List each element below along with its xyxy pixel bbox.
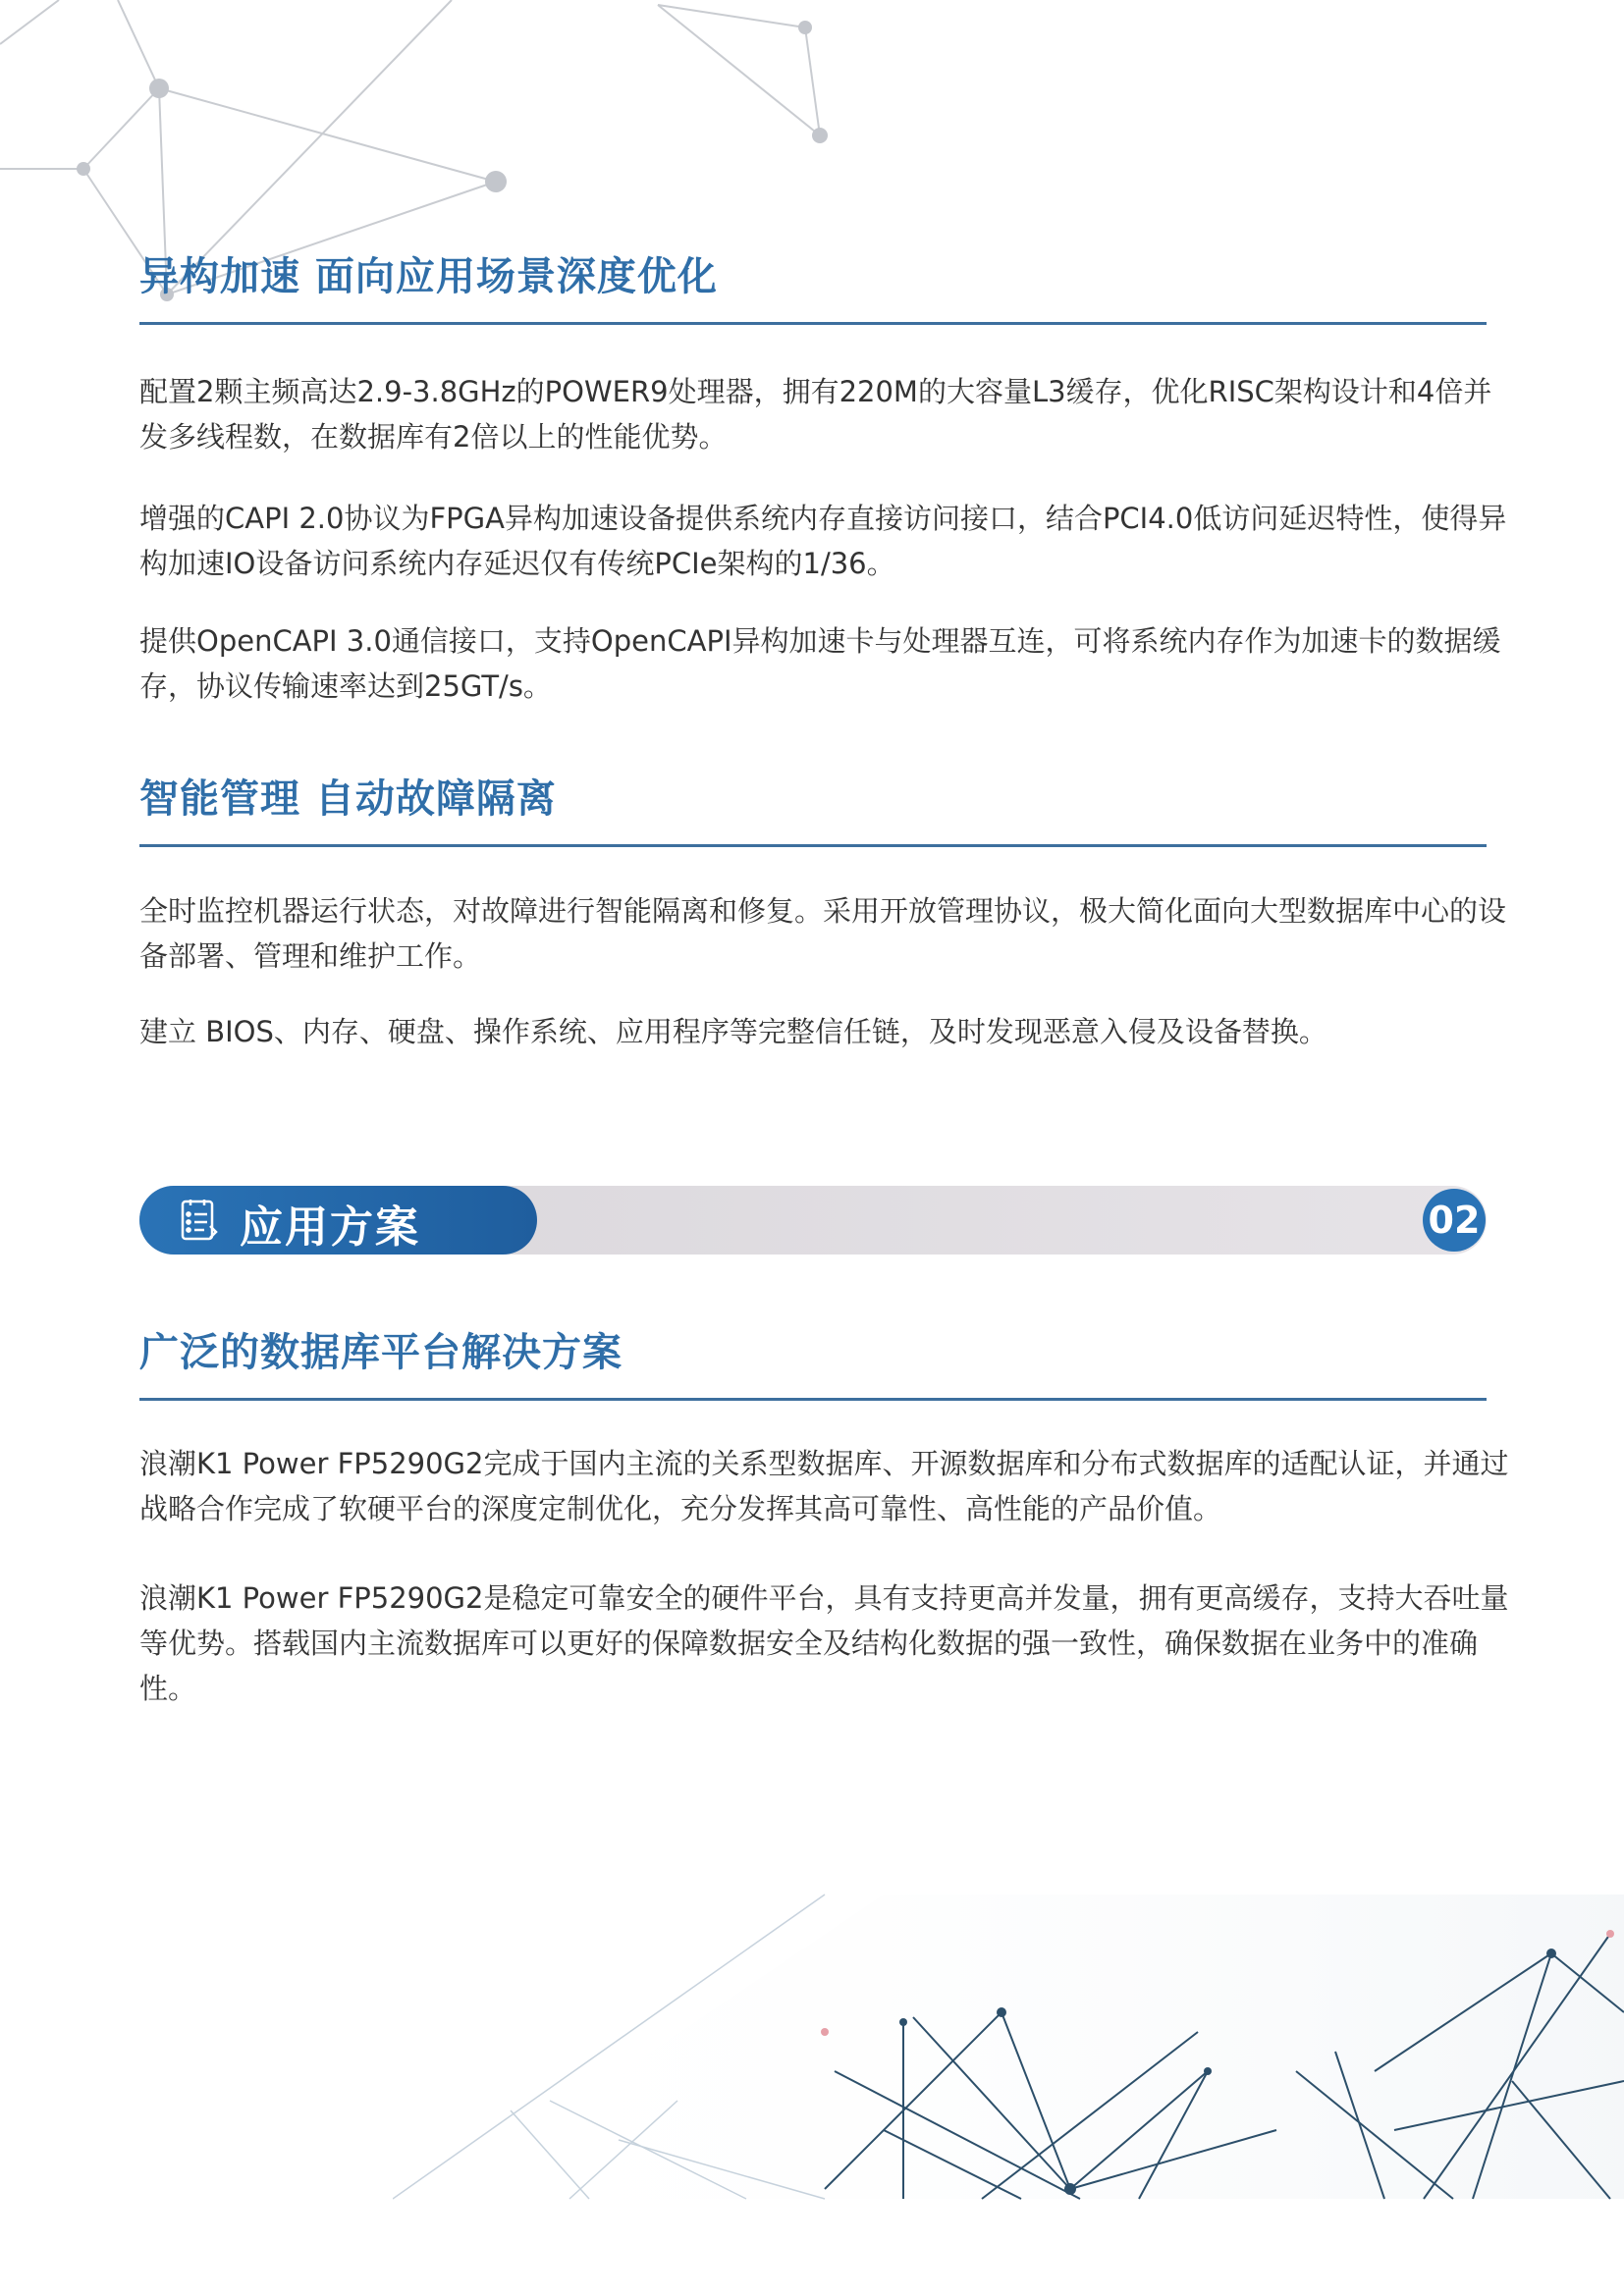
paragraph-adaptation: 浪潮K1 Power FP5290G2完成于国内主流的关系型数据库、开源数据库和分布式数据库的适配认证，并通过战略合作完成了软硬平台的深度定制优化，充分发挥其高可靠性、高性能的产品价值。 bbox=[139, 1447, 1509, 1525]
paragraph-trust-chain: 建立 BIOS、内存、硬盘、操作系统、应用程序等完整信任链，及时发现恶意入侵及设备替换。 bbox=[139, 1015, 1327, 1048]
section-divider bbox=[139, 1398, 1487, 1401]
banner-title: 应用方案 bbox=[240, 1202, 420, 1253]
section-banner bbox=[139, 1186, 1487, 1255]
section-heading-heterogeneous-acceleration: 异构加速 面向应用场景深度优化 bbox=[139, 254, 718, 299]
banner-section-number: 02 bbox=[1423, 1189, 1486, 1252]
bottom-network-decoration bbox=[393, 1875, 1624, 2209]
section-heading-smart-management: 智能管理 自动故障隔离 bbox=[139, 776, 557, 822]
section-divider bbox=[139, 844, 1487, 847]
section-divider bbox=[139, 322, 1487, 325]
paragraph-opencapi: 提供OpenCAPI 3.0通信接口，支持OpenCAPI异构加速卡与处理器互连，可将系统内存作为加速卡的数据缓存，协议传输速率达到25GT/s。 bbox=[139, 624, 1501, 703]
paragraph-reliable-platform: 浪潮K1 Power FP5290G2是稳定可靠安全的硬件平台，具有支持更高并发量，拥有更高缓存，支持大吞吐量等优势。搭载国内主流数据库可以更好的保障数据安全及结构化数据的强一致性，确保数据在业务中的准确性。 bbox=[139, 1581, 1509, 1705]
paragraph-power9: 配置2颗主频高达2.9-3.8GHz的POWER9处理器，拥有220M的大容量L3缓存，优化RISC架构设计和4倍并发多线程数，在数据库有2倍以上的性能优势。 bbox=[139, 375, 1492, 454]
banner-pill bbox=[139, 1186, 537, 1255]
paragraph-monitoring: 全时监控机器运行状态，对故障进行智能隔离和修复。采用开放管理协议，极大简化面向大型数据库中心的设备部署、管理和维护工作。 bbox=[139, 894, 1507, 973]
document-list-icon bbox=[177, 1197, 222, 1244]
section-heading-database-platform: 广泛的数据库平台解决方案 bbox=[139, 1330, 623, 1375]
paragraph-capi: 增强的CAPI 2.0协议为FPGA异构加速设备提供系统内存直接访问接口，结合PCI4.0低访问延迟特性，使得异构加速IO设备访问系统内存延迟仅有传统PCIe架构的1/36。 bbox=[139, 502, 1507, 580]
